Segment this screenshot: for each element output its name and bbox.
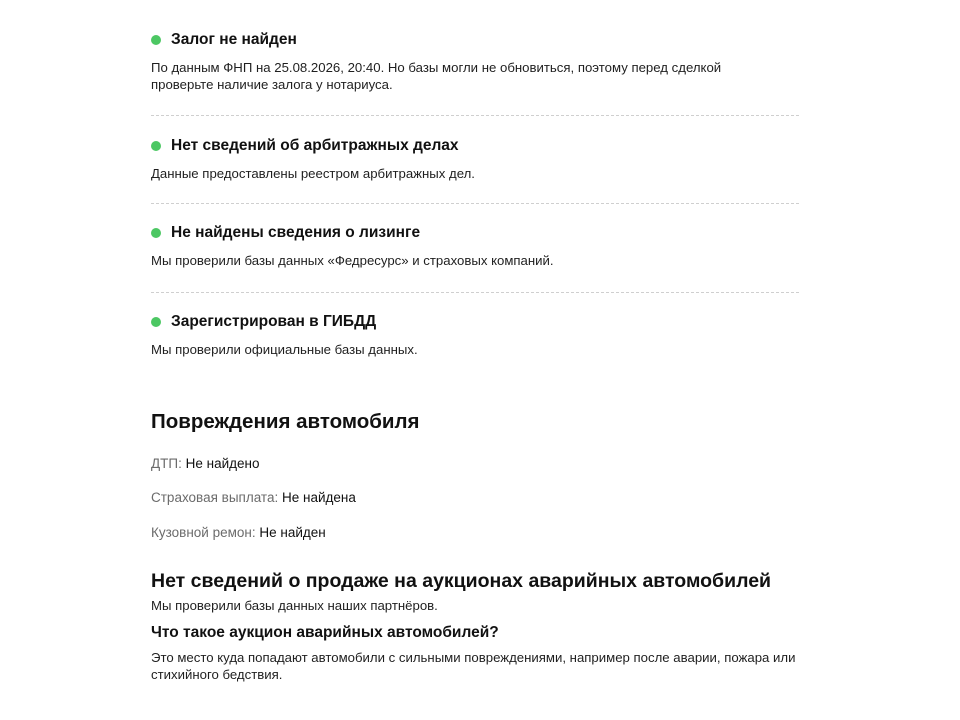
damage-row-insurance	[151, 489, 356, 507]
check-registration-desc: Мы проверили официальные базы данных.	[151, 342, 418, 357]
damage-row-body-repair	[151, 524, 326, 542]
auction-subtitle: Мы проверили базы данных наших партнёров.	[151, 598, 438, 613]
damage-row-value: Не найдено	[185, 456, 260, 471]
green-dot-icon	[151, 228, 161, 238]
damage-row-label: ДТП:	[151, 456, 182, 471]
check-pledge-title	[151, 30, 799, 50]
check-pledge-title-text: Залог не найден	[171, 31, 297, 48]
check-registration-title	[151, 312, 799, 332]
check-registration-title-text: Зарегистрирован в ГИБДД	[171, 313, 377, 330]
divider	[151, 115, 799, 116]
damage-row-value: Не найден	[259, 525, 326, 540]
check-pledge	[151, 30, 799, 93]
check-arbitration-title	[151, 136, 799, 156]
auction-section-title: Нет сведений о продаже на аукционах аварийных автомобилей	[151, 570, 772, 592]
green-dot-icon	[151, 141, 161, 151]
green-dot-icon	[151, 317, 161, 327]
divider	[151, 292, 799, 293]
divider	[151, 203, 799, 204]
damage-row-label: Страховая выплата:	[151, 490, 279, 505]
check-leasing-desc: Мы проверили базы данных «Федресурс» и страховых компаний.	[151, 253, 554, 268]
check-leasing-title	[151, 223, 799, 243]
green-dot-icon	[151, 35, 161, 45]
check-registration	[151, 312, 799, 358]
auction-faq-answer: Это место куда попадают автомобили с сильными повреждениями, например после аварии, пожара или стихийного бедствия.	[151, 650, 796, 682]
check-pledge-desc: По данным ФНП на 25.08.2026, 20:40. Но базы могли не обновиться, поэтому перед сделкой проверьте наличие залога у нотариуса.	[151, 60, 722, 92]
check-leasing-title-text: Не найдены сведения о лизинге	[171, 224, 421, 241]
damage-section-title: Повреждения автомобиля	[151, 410, 420, 433]
damage-row-label: Кузовной ремон:	[151, 525, 256, 540]
auction-faq-question: Что такое аукцион аварийных автомобилей?	[151, 624, 499, 641]
check-arbitration-title-text: Нет сведений об арбитражных делах	[171, 137, 459, 154]
check-leasing	[151, 223, 799, 269]
check-arbitration-desc: Данные предоставлены реестром арбитражных дел.	[151, 166, 475, 181]
damage-row-value: Не найдена	[281, 490, 356, 505]
damage-row-accident	[151, 455, 259, 473]
check-arbitration	[151, 136, 799, 182]
